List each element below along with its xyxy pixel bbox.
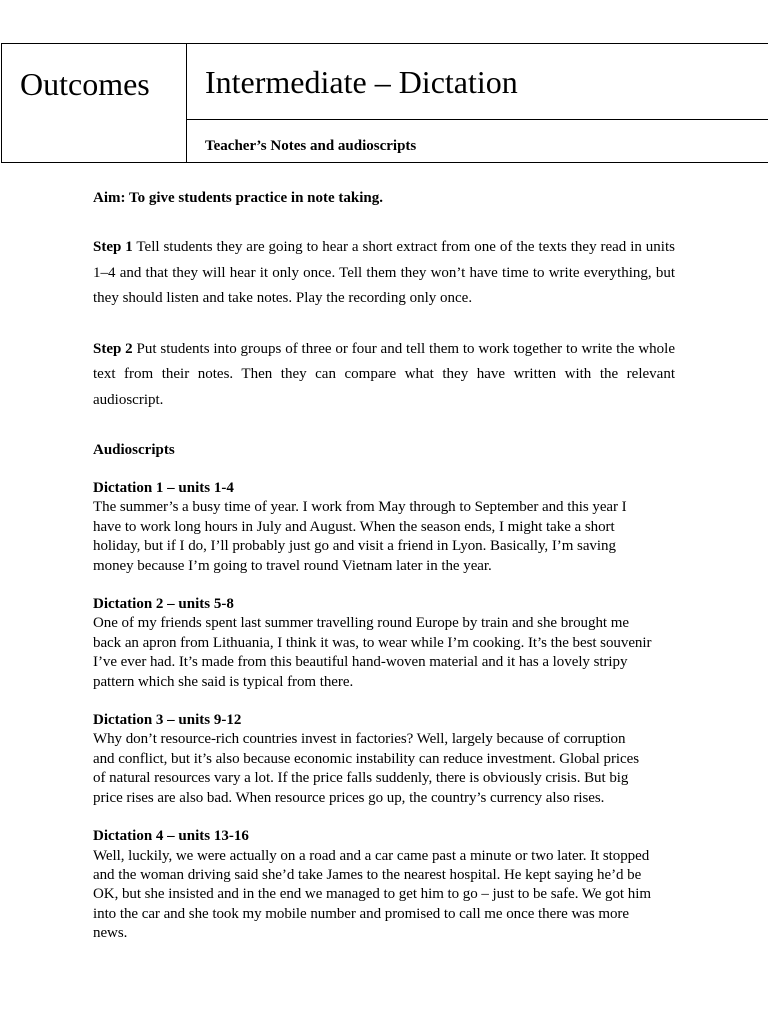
document-body <box>93 187 675 944</box>
dictation-4-line: into the car and she took my mobile number and promised to call me once there was more <box>93 905 629 922</box>
dictation-3-line: Why don’t resource-rich countries invest in factories? Well, largely because of corruption <box>93 731 626 748</box>
dictation-4-title: Dictation 4 – units 13-16 <box>93 828 249 845</box>
document-subtitle: Teacher’s Notes and audioscripts <box>205 138 417 154</box>
dictation-1-line: money because I’m going to travel round Vietnam later in the year. <box>93 557 492 574</box>
step-1-text: Tell students they are going to hear a short extract from one of the texts they read in units 1–4 and that they will hear it only once. Tell them they won’t have time to write everything, but they should listen and take notes. Play the recording only once. <box>93 239 675 306</box>
step-1-label: Step 1 <box>93 239 133 255</box>
title-row <box>187 44 768 120</box>
dictation-1-line: have to work long hours in July and August. When the season ends, I might take a short <box>93 518 615 535</box>
document-title: Intermediate – Dictation <box>205 64 518 100</box>
dictation-1-line: The summer’s a busy time of year. I work from May through to September and this year I <box>93 499 627 516</box>
dictation-2-line: I’ve ever had. It’s made from this beautiful hand-woven material and it has a lovely stripy <box>93 654 628 671</box>
brand-cell <box>2 44 187 162</box>
dictation-list <box>93 479 675 944</box>
dictation-3-line: of natural resources vary a lot. If the price falls suddenly, there is obviously crisis. But big <box>93 770 629 787</box>
dictation-4-line: and the woman driving said she’d take James to the nearest hospital. He kept saying he’d be <box>93 866 642 883</box>
dictation-2-line: back an apron from Lithuania, I think it was, to wear while I’m cooking. It’s the best souvenir <box>93 634 652 651</box>
dictation-3-line: and conflict, but it’s also because economic instability can reduce investment. Global prices <box>93 750 640 767</box>
dictation-3 <box>93 711 675 808</box>
brand-name: Outcomes <box>20 66 150 102</box>
aim-statement: Aim: To give students practice in note taking. <box>93 190 384 206</box>
dictation-3-line: price rises are also bad. When resource prices go up, the country’s currency also rises. <box>93 789 605 806</box>
dictation-1-line: holiday, but if I do, I’ll probably just go and visit a friend in Lyon. Basically, I’m saving <box>93 538 616 555</box>
dictation-4 <box>93 827 675 943</box>
step-1 <box>93 235 675 312</box>
step-2-text: Put students into groups of three or four and tell them to work together to write the whole text from their notes. Then they can compare what they have written with the relevant audioscript. <box>93 340 675 408</box>
dictation-2-line: One of my friends spent last summer travelling round Europe by train and she brought me <box>93 615 629 632</box>
step-2 <box>93 337 675 414</box>
dictation-4-line: OK, but she insisted and in the end we managed to get him to go – just to be safe. We got him <box>93 886 651 903</box>
dictation-4-line: news. <box>93 925 128 942</box>
dictation-3-title: Dictation 3 – units 9-12 <box>93 712 242 729</box>
dictation-2-title: Dictation 2 – units 5-8 <box>93 596 234 613</box>
dictation-1-title: Dictation 1 – units 1-4 <box>93 480 234 496</box>
dictation-2-line: pattern which she said is typical from there. <box>93 673 354 690</box>
dictation-4-line: Well, luckily, we were actually on a road and a car came past a minute or two later. It stopped <box>93 847 650 864</box>
step-2-label: Step 2 <box>93 340 133 357</box>
dictation-2 <box>93 595 675 692</box>
audioscripts-heading: Audioscripts <box>93 442 175 458</box>
dictation-1 <box>93 479 675 576</box>
